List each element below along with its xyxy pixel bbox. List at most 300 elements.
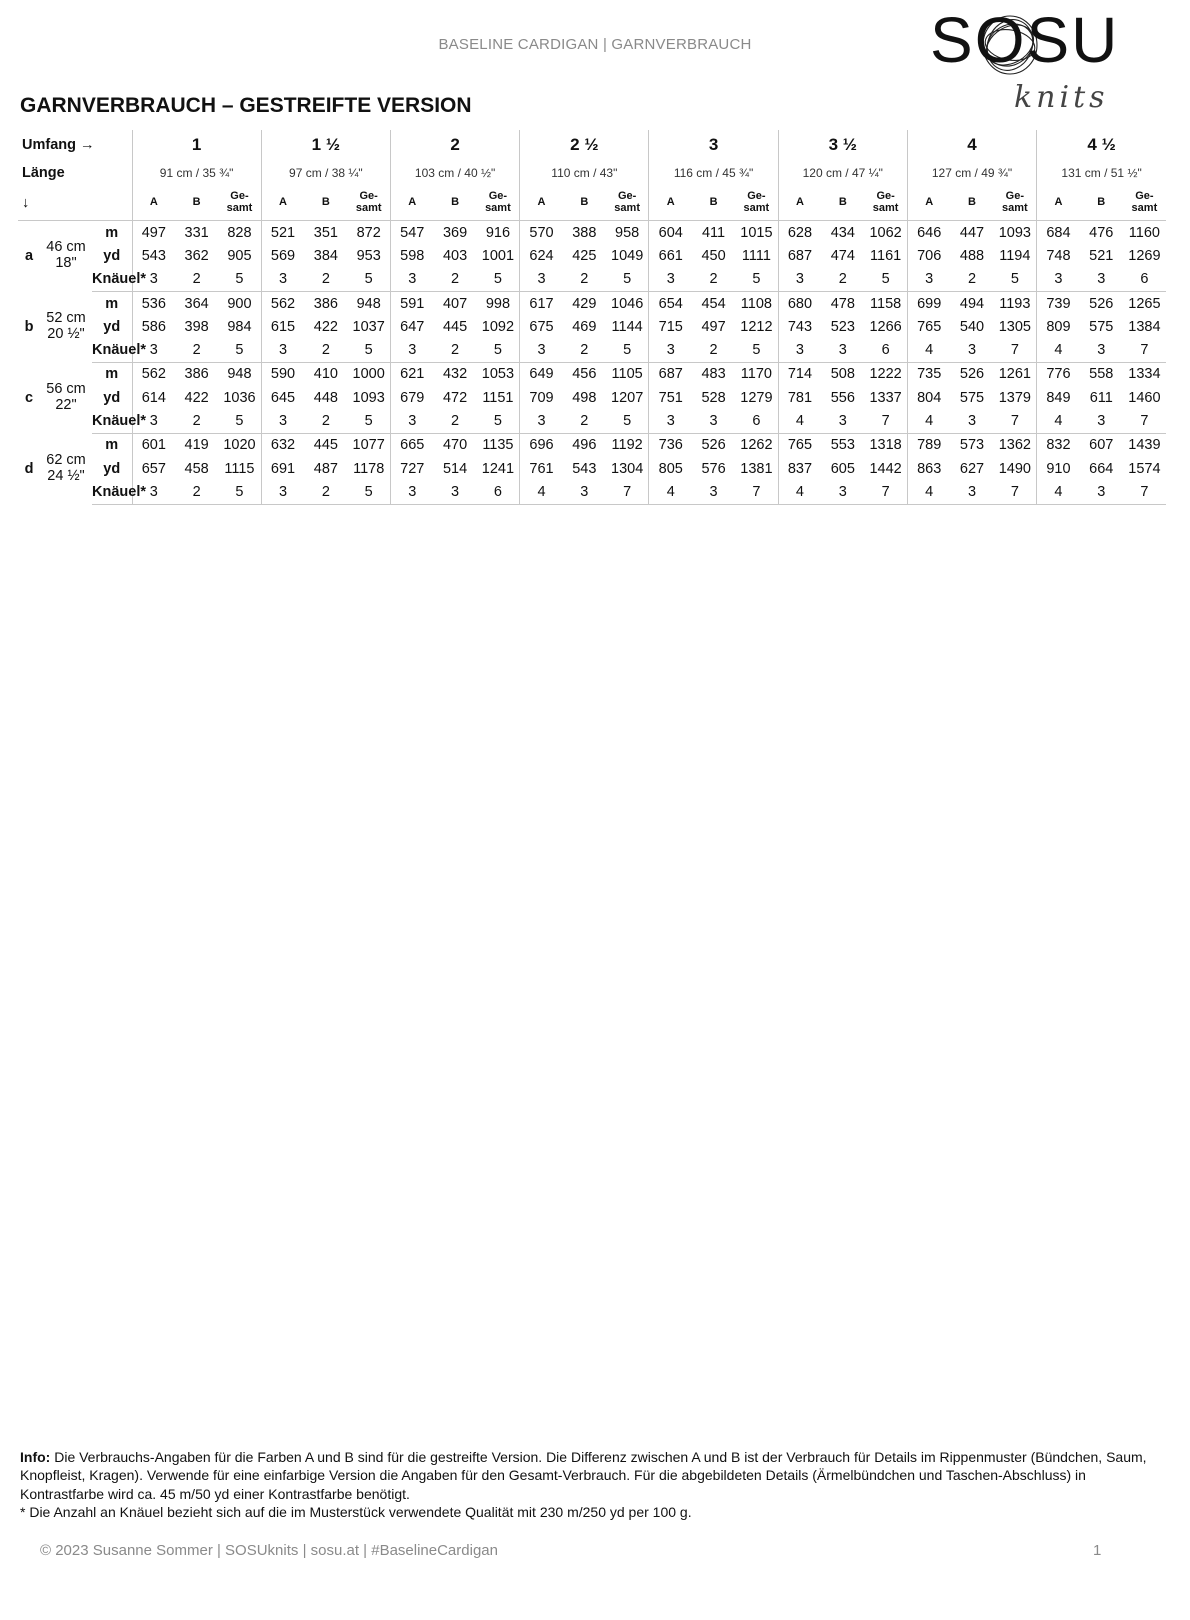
table-cell: 558 bbox=[1089, 366, 1114, 383]
table-cell: 3 bbox=[692, 409, 735, 433]
table-cell: 5 bbox=[347, 409, 390, 433]
table-cell: 916 bbox=[485, 224, 511, 241]
size-header: 4 ½ bbox=[1037, 130, 1166, 160]
table-cell: 1062 bbox=[869, 224, 902, 241]
table-cell: 7 bbox=[864, 409, 907, 433]
size-header: 3 bbox=[649, 130, 778, 160]
unit-label: m bbox=[105, 437, 119, 454]
chest-measure: 131 cm / 51 ½" bbox=[1037, 160, 1166, 186]
laenge-label: Länge bbox=[22, 165, 65, 181]
table-cell: 6 bbox=[477, 480, 520, 504]
table-cell: 429 bbox=[572, 295, 597, 312]
table-cell: 3 bbox=[1080, 480, 1123, 504]
yarn-table-1 bbox=[18, 130, 1166, 505]
size-header: 1 ½ bbox=[261, 130, 390, 160]
table-cell: 331 bbox=[184, 224, 209, 241]
col-a: A bbox=[778, 186, 821, 221]
table-cell: 2 bbox=[692, 268, 735, 292]
table-cell: 4 bbox=[778, 480, 821, 504]
table-cell: 5 bbox=[347, 268, 390, 292]
length-letter: c bbox=[24, 389, 34, 406]
table-cell: 948 bbox=[227, 366, 252, 383]
col-b: B bbox=[1080, 186, 1123, 221]
table-cell: 474 bbox=[830, 247, 855, 264]
table-cell: 5 bbox=[864, 268, 907, 292]
unit-label: Knäuel* bbox=[92, 338, 132, 362]
table-cell: 2 bbox=[821, 268, 864, 292]
table-cell: 547 bbox=[390, 221, 433, 245]
table-cell: 1049 bbox=[611, 247, 644, 264]
table-cell: 562 bbox=[261, 291, 304, 315]
table-cell: 1490 bbox=[998, 460, 1031, 477]
table-cell: 765 bbox=[907, 315, 950, 338]
table-cell: 591 bbox=[390, 291, 433, 315]
table-cell: 5 bbox=[477, 268, 520, 292]
length-measure: 62 cm 24 ½" bbox=[46, 451, 86, 484]
table-cell: 1460 bbox=[1128, 389, 1161, 406]
table-cell: 1093 bbox=[352, 389, 385, 406]
table-cell: 434 bbox=[830, 224, 855, 241]
table-cell: 646 bbox=[907, 221, 950, 245]
table-cell: 586 bbox=[132, 315, 175, 338]
table-cell: 2 bbox=[563, 409, 606, 433]
table-cell: 523 bbox=[830, 318, 855, 335]
table-cell: 706 bbox=[907, 244, 950, 267]
table-cell: 1241 bbox=[481, 460, 515, 477]
footer-copyright: © 2023 Susanne Sommer | SOSUknits | sosu.at | #BaselineCardigan bbox=[40, 1542, 498, 1559]
table-cell: 2 bbox=[692, 338, 735, 362]
table-cell: 1193 bbox=[999, 295, 1031, 312]
table-cell: 487 bbox=[313, 460, 338, 477]
table-cell: 4 bbox=[1037, 338, 1080, 362]
logo-subtitle: knits bbox=[1014, 80, 1109, 115]
table-cell: 776 bbox=[1037, 362, 1080, 386]
table-cell: 6 bbox=[864, 338, 907, 362]
table-cell: 2 bbox=[304, 480, 347, 504]
col-a: A bbox=[649, 186, 692, 221]
table-cell: 590 bbox=[261, 362, 304, 386]
table-cell: 575 bbox=[1089, 318, 1114, 335]
table-cell: 478 bbox=[830, 295, 855, 312]
table-cell: 1574 bbox=[1128, 460, 1161, 477]
table-cell: 2 bbox=[563, 268, 606, 292]
table-cell: 958 bbox=[615, 224, 640, 241]
table-cell: 699 bbox=[907, 291, 950, 315]
col-a: A bbox=[132, 186, 175, 221]
table-cell: 632 bbox=[261, 433, 304, 457]
table-cell: 422 bbox=[313, 318, 338, 335]
table-cell: 470 bbox=[442, 437, 468, 454]
unit-label: yd bbox=[103, 247, 121, 264]
table-cell: 649 bbox=[520, 362, 563, 386]
table-cell: 2 bbox=[950, 268, 993, 292]
table-cell: 2 bbox=[434, 338, 477, 362]
table-cell: 5 bbox=[606, 268, 649, 292]
table-cell: 1384 bbox=[1128, 318, 1161, 335]
table-cell: 369 bbox=[442, 224, 468, 241]
chest-measure: 97 cm / 38 ¼" bbox=[261, 160, 390, 186]
table-cell: 1037 bbox=[352, 318, 385, 335]
col-total: Ge- samt bbox=[347, 186, 390, 221]
table-cell: 508 bbox=[830, 366, 855, 383]
table-cell: 739 bbox=[1037, 291, 1080, 315]
chest-measure: 91 cm / 35 ¾" bbox=[132, 160, 261, 186]
table-cell: 7 bbox=[994, 409, 1037, 433]
length-letter: a bbox=[24, 248, 34, 265]
size-header: 2 bbox=[390, 130, 519, 160]
table-cell: 1269 bbox=[1128, 247, 1161, 264]
table-cell: 476 bbox=[1089, 224, 1114, 241]
table-cell: 3 bbox=[132, 409, 175, 433]
table-cell: 4 bbox=[778, 409, 821, 433]
col-a: A bbox=[520, 186, 563, 221]
unit-label: yd bbox=[103, 318, 121, 335]
page-title: GARNVERBRAUCH – GESTREIFTE VERSION bbox=[20, 94, 472, 117]
table-cell: 526 bbox=[1089, 295, 1114, 312]
table-cell: 1442 bbox=[869, 460, 902, 477]
table-cell: 3 bbox=[261, 480, 304, 504]
col-a: A bbox=[390, 186, 433, 221]
table-cell: 411 bbox=[701, 224, 726, 241]
table-cell: 1092 bbox=[481, 318, 515, 335]
table-cell: 6 bbox=[735, 409, 778, 433]
table-cell: 450 bbox=[701, 247, 726, 264]
table-cell: 743 bbox=[778, 315, 821, 338]
table-cell: 727 bbox=[390, 457, 433, 480]
table-cell: 604 bbox=[649, 221, 692, 245]
table-cell: 456 bbox=[572, 366, 597, 383]
table-cell: 984 bbox=[227, 318, 252, 335]
table-cell: 3 bbox=[434, 480, 477, 504]
table-cell: 3 bbox=[261, 268, 304, 292]
table-cell: 3 bbox=[1080, 268, 1123, 292]
table-cell: 765 bbox=[778, 433, 821, 457]
table-cell: 804 bbox=[907, 386, 950, 409]
table-cell: 910 bbox=[1037, 457, 1080, 480]
table-cell: 691 bbox=[261, 457, 304, 480]
table-cell: 3 bbox=[649, 409, 692, 433]
table-cell: 5 bbox=[218, 338, 261, 362]
table-cell: 553 bbox=[830, 437, 855, 454]
table-cell: 2 bbox=[563, 338, 606, 362]
size-header: 3 ½ bbox=[778, 130, 907, 160]
unit-label: m bbox=[105, 366, 119, 383]
col-b: B bbox=[821, 186, 864, 221]
table-cell: 621 bbox=[390, 362, 433, 386]
table-cell: 2 bbox=[304, 409, 347, 433]
table-cell: 2 bbox=[175, 409, 218, 433]
table-cell: 469 bbox=[572, 318, 597, 335]
col-b: B bbox=[434, 186, 477, 221]
table-cell: 863 bbox=[907, 457, 950, 480]
size-header: 4 bbox=[907, 130, 1036, 160]
table-cell: 6 bbox=[1123, 268, 1166, 292]
table-cell: 1108 bbox=[740, 295, 772, 312]
col-total: Ge- samt bbox=[218, 186, 261, 221]
table-cell: 849 bbox=[1037, 386, 1080, 409]
table-cell: 1262 bbox=[740, 437, 773, 454]
table-cell: 386 bbox=[184, 366, 209, 383]
table-cell: 3 bbox=[950, 480, 993, 504]
size-header: 1 bbox=[132, 130, 261, 160]
table-cell: 488 bbox=[959, 247, 985, 264]
table-cell: 3 bbox=[649, 268, 692, 292]
table-cell: 419 bbox=[184, 437, 209, 454]
col-b: B bbox=[304, 186, 347, 221]
table-cell: 5 bbox=[218, 480, 261, 504]
table-cell: 1381 bbox=[740, 460, 773, 477]
table-cell: 709 bbox=[520, 386, 563, 409]
table-cell: 562 bbox=[132, 362, 175, 386]
col-total: Ge- samt bbox=[864, 186, 907, 221]
col-total: Ge- samt bbox=[994, 186, 1037, 221]
table-cell: 7 bbox=[735, 480, 778, 504]
table-cell: 521 bbox=[261, 221, 304, 245]
unit-label: Knäuel* bbox=[92, 480, 132, 504]
table-cell: 598 bbox=[390, 244, 433, 267]
table-cell: 748 bbox=[1037, 244, 1080, 267]
col-a: A bbox=[1037, 186, 1080, 221]
table-cell: 1105 bbox=[611, 366, 643, 383]
running-header: BASELINE CARDIGAN | GARNVERBRAUCH bbox=[438, 36, 752, 53]
table-cell: 521 bbox=[1089, 247, 1114, 264]
table-cell: 422 bbox=[184, 389, 209, 406]
table-cell: 998 bbox=[485, 295, 511, 312]
table-cell: 496 bbox=[572, 437, 597, 454]
table-cell: 1093 bbox=[998, 224, 1031, 241]
col-a: A bbox=[907, 186, 950, 221]
table-cell: 605 bbox=[830, 460, 855, 477]
length-measure: 52 cm 20 ½" bbox=[46, 309, 86, 342]
table-cell: 3 bbox=[261, 409, 304, 433]
table-cell: 5 bbox=[347, 480, 390, 504]
table-cell: 5 bbox=[606, 409, 649, 433]
unit-label: Knäuel* bbox=[92, 268, 132, 292]
table-cell: 3 bbox=[692, 480, 735, 504]
table-cell: 627 bbox=[959, 460, 985, 477]
table-cell: 3 bbox=[1080, 338, 1123, 362]
table-cell: 4 bbox=[649, 480, 692, 504]
table-cell: 1178 bbox=[353, 460, 385, 477]
table-cell: 5 bbox=[477, 338, 520, 362]
table-cell: 736 bbox=[649, 433, 692, 457]
table-cell: 1337 bbox=[869, 389, 902, 406]
table-cell: 687 bbox=[778, 244, 821, 267]
table-cell: 1000 bbox=[352, 366, 385, 383]
table-cell: 664 bbox=[1089, 460, 1114, 477]
table-cell: 445 bbox=[313, 437, 338, 454]
table-cell: 5 bbox=[606, 338, 649, 362]
table-cell: 5 bbox=[477, 409, 520, 433]
table-cell: 654 bbox=[649, 291, 692, 315]
table-cell: 3 bbox=[950, 409, 993, 433]
table-cell: 3 bbox=[778, 338, 821, 362]
table-cell: 526 bbox=[701, 437, 726, 454]
table-cell: 1379 bbox=[998, 389, 1031, 406]
table-cell: 1318 bbox=[869, 437, 902, 454]
table-cell: 3 bbox=[520, 268, 563, 292]
table-cell: 953 bbox=[356, 247, 381, 264]
table-cell: 483 bbox=[701, 366, 726, 383]
chest-measure: 116 cm / 45 ¾" bbox=[649, 160, 778, 186]
table-cell: 2 bbox=[434, 268, 477, 292]
table-cell: 1111 bbox=[741, 247, 771, 264]
table-cell: 1077 bbox=[352, 437, 385, 454]
unit-label: yd bbox=[103, 389, 121, 406]
footnote: * Die Anzahl an Knäuel bezieht sich auf die im Musterstück verwendete Qualität mit 230 m/250 yd per 100 g. bbox=[20, 1504, 692, 1521]
table-cell: 645 bbox=[261, 386, 304, 409]
table-cell: 543 bbox=[132, 244, 175, 267]
table-cell: 617 bbox=[520, 291, 563, 315]
table-cell: 351 bbox=[313, 224, 338, 241]
table-cell: 569 bbox=[261, 244, 304, 267]
table-cell: 1161 bbox=[870, 247, 902, 264]
length-letter: d bbox=[24, 460, 34, 477]
table-cell: 410 bbox=[313, 366, 338, 383]
table-cell: 2 bbox=[175, 268, 218, 292]
table-cell: 1305 bbox=[998, 318, 1031, 335]
table-cell: 3 bbox=[390, 409, 433, 433]
col-total: Ge- samt bbox=[1123, 186, 1166, 221]
table-cell: 2 bbox=[304, 338, 347, 362]
table-cell: 601 bbox=[132, 433, 175, 457]
table-cell: 809 bbox=[1037, 315, 1080, 338]
table-cell: 7 bbox=[994, 480, 1037, 504]
table-cell: 7 bbox=[1123, 480, 1166, 504]
table-cell: 1192 bbox=[611, 437, 643, 454]
col-total: Ge- samt bbox=[606, 186, 649, 221]
table-cell: 832 bbox=[1037, 433, 1080, 457]
table-cell: 3 bbox=[778, 268, 821, 292]
table-cell: 536 bbox=[132, 291, 175, 315]
table-cell: 3 bbox=[520, 338, 563, 362]
table-cell: 679 bbox=[390, 386, 433, 409]
table-cell: 1439 bbox=[1128, 437, 1161, 454]
table-cell: 2 bbox=[434, 409, 477, 433]
table-cell: 494 bbox=[959, 295, 985, 312]
table-cell: 3 bbox=[261, 338, 304, 362]
table-cell: 384 bbox=[313, 247, 338, 264]
table-cell: 1160 bbox=[1128, 224, 1160, 241]
table-cell: 575 bbox=[959, 389, 985, 406]
table-cell: 514 bbox=[442, 460, 468, 477]
chest-measure: 127 cm / 49 ¾" bbox=[907, 160, 1036, 186]
table-cell: 4 bbox=[907, 409, 950, 433]
table-cell: 3 bbox=[390, 338, 433, 362]
table-cell: 789 bbox=[907, 433, 950, 457]
table-cell: 458 bbox=[184, 460, 209, 477]
unit-label: yd bbox=[103, 460, 121, 477]
table-cell: 5 bbox=[218, 268, 261, 292]
table-cell: 454 bbox=[701, 295, 726, 312]
length-measure: 56 cm 22" bbox=[46, 380, 86, 413]
table-cell: 3 bbox=[390, 268, 433, 292]
table-cell: 665 bbox=[390, 433, 433, 457]
table-cell: 900 bbox=[227, 295, 252, 312]
table-cell: 3 bbox=[950, 338, 993, 362]
table-cell: 1266 bbox=[869, 318, 902, 335]
col-b: B bbox=[950, 186, 993, 221]
table-cell: 1053 bbox=[481, 366, 515, 383]
table-cell: 905 bbox=[227, 247, 252, 264]
table-cell: 1279 bbox=[740, 389, 773, 406]
logo-wordmark: SOSU bbox=[930, 4, 1120, 76]
table-cell: 1144 bbox=[611, 318, 643, 335]
table-cell: 1015 bbox=[740, 224, 773, 241]
table-cell: 573 bbox=[959, 437, 985, 454]
col-b: B bbox=[563, 186, 606, 221]
table-cell: 1212 bbox=[740, 318, 773, 335]
table-cell: 1207 bbox=[611, 389, 644, 406]
table-cell: 7 bbox=[1123, 338, 1166, 362]
table-cell: 7 bbox=[864, 480, 907, 504]
table-cell: 447 bbox=[959, 224, 985, 241]
table-cell: 684 bbox=[1037, 221, 1080, 245]
info-label: Info: bbox=[20, 1449, 51, 1465]
table-cell: 4 bbox=[520, 480, 563, 504]
table-cell: 1158 bbox=[870, 295, 902, 312]
table-cell: 3 bbox=[821, 409, 864, 433]
table-cell: 1304 bbox=[611, 460, 644, 477]
table-cell: 1170 bbox=[740, 366, 772, 383]
table-cell: 4 bbox=[1037, 480, 1080, 504]
info-block bbox=[20, 1448, 1170, 1522]
table-cell: 1261 bbox=[998, 366, 1031, 383]
table-cell: 4 bbox=[907, 338, 950, 362]
table-cell: 1265 bbox=[1128, 295, 1161, 312]
table-cell: 735 bbox=[907, 362, 950, 386]
col-total: Ge- samt bbox=[477, 186, 520, 221]
table-cell: 570 bbox=[520, 221, 563, 245]
table-cell: 3 bbox=[132, 480, 175, 504]
table-cell: 398 bbox=[184, 318, 209, 335]
table-cell: 386 bbox=[313, 295, 338, 312]
table-cell: 3 bbox=[1037, 268, 1080, 292]
table-cell: 615 bbox=[261, 315, 304, 338]
table-cell: 2 bbox=[175, 480, 218, 504]
table-cell: 1020 bbox=[223, 437, 256, 454]
table-cell: 4 bbox=[907, 480, 950, 504]
table-cell: 425 bbox=[572, 247, 597, 264]
page-number: 1 bbox=[1093, 1542, 1102, 1559]
info-text: Die Verbrauchs-Angaben für die Farben A und B sind für die gestreifte Version. Die Differenz zwischen A und B ist der Verbrauch für Details im Rippenmuster (Bündchen, Saum, Knopfleist, Kragen). Verwende für eine einfarbige Version die Angaben für den Gesamt-Verbrauch. Für die abgebildeten Details (Ärmelbündchen und Taschen-Abschluss) in Kontrastfarbe wird ca. 45 m/50 yd einer Kontrastfarbe benötigt. bbox=[20, 1449, 1147, 1502]
table-cell: 1036 bbox=[223, 389, 256, 406]
table-cell: 543 bbox=[572, 460, 597, 477]
table-cell: 5 bbox=[347, 338, 390, 362]
unit-label: m bbox=[105, 295, 119, 312]
table-cell: 1334 bbox=[1128, 366, 1161, 383]
table-cell: 1194 bbox=[999, 247, 1031, 264]
table-cell: 448 bbox=[313, 389, 338, 406]
table-cell: 687 bbox=[649, 362, 692, 386]
table-cell: 388 bbox=[572, 224, 597, 241]
table-cell: 696 bbox=[520, 433, 563, 457]
table-cell: 403 bbox=[442, 247, 468, 264]
table-cell: 607 bbox=[1089, 437, 1114, 454]
table-cell: 7 bbox=[994, 338, 1037, 362]
table-cell: 526 bbox=[959, 366, 985, 383]
table-cell: 497 bbox=[132, 221, 175, 245]
table-cell: 3 bbox=[132, 338, 175, 362]
table-cell: 837 bbox=[778, 457, 821, 480]
table-cell: 576 bbox=[701, 460, 726, 477]
table-cell: 828 bbox=[227, 224, 252, 241]
table-cell: 407 bbox=[442, 295, 468, 312]
table-cell: 611 bbox=[1089, 389, 1113, 406]
table-cell: 647 bbox=[390, 315, 433, 338]
table-cell: 5 bbox=[735, 338, 778, 362]
down-arrow: ↓ bbox=[18, 186, 132, 221]
